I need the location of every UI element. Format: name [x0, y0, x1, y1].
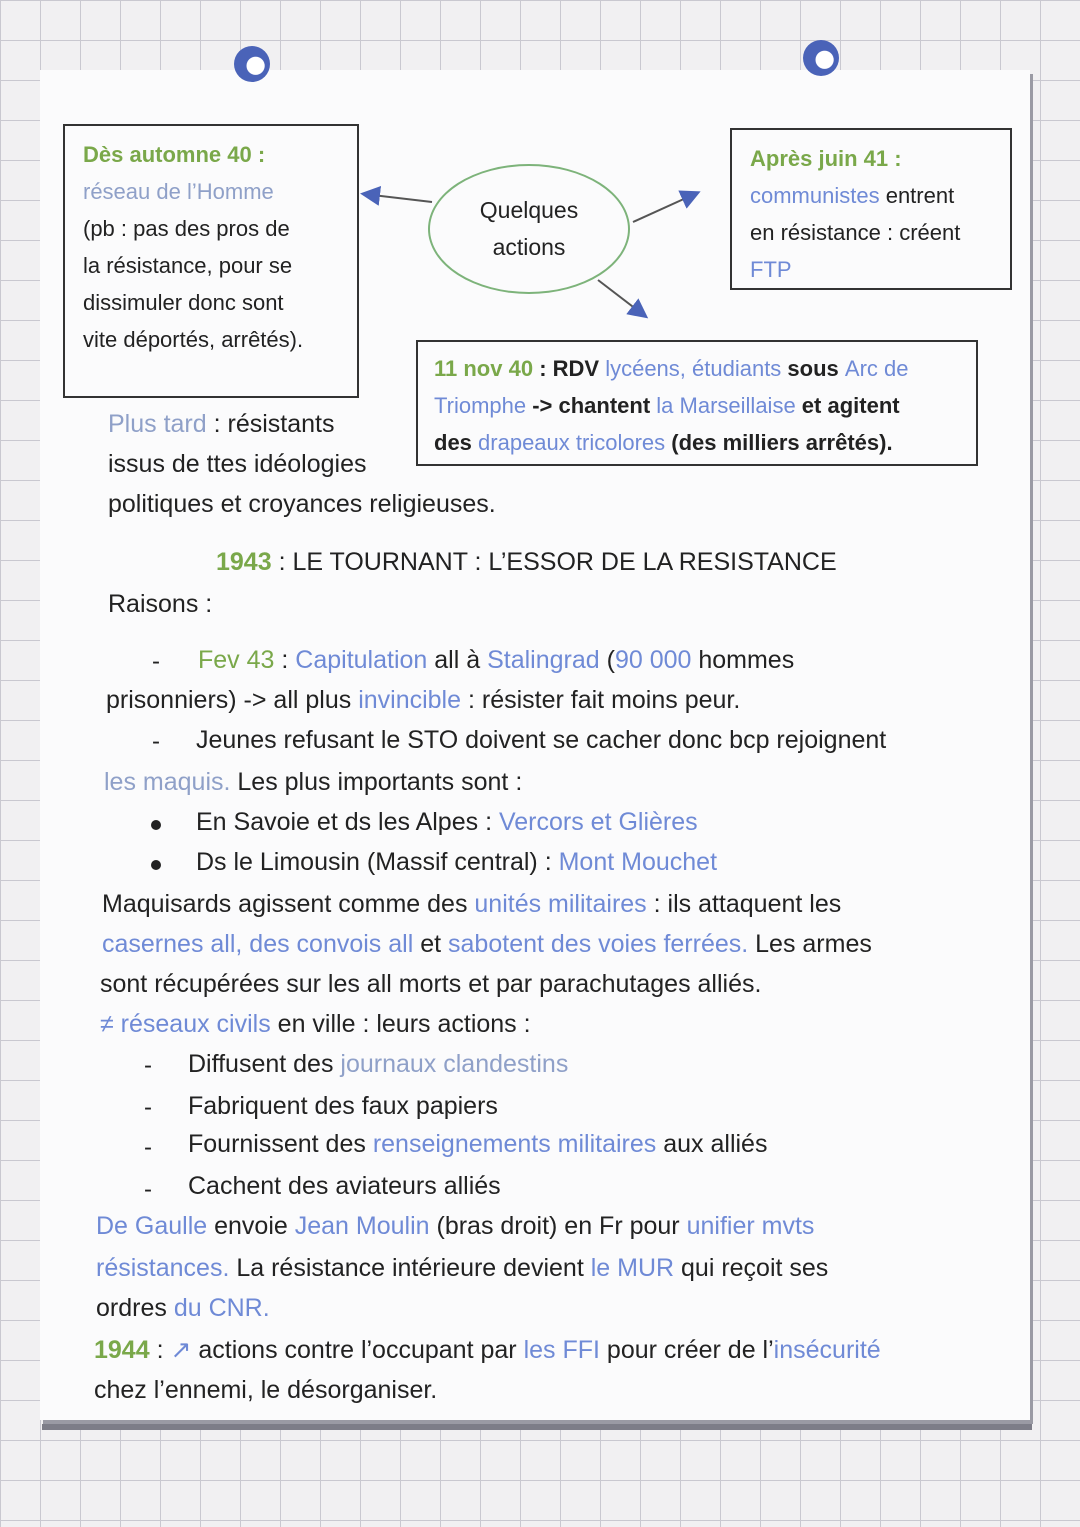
- y1944-line: [94, 1330, 881, 1370]
- gaulle-line: [96, 1206, 814, 1246]
- reason-2-line-2: [104, 762, 522, 802]
- maquis-text: Maquisards agissent comme des: [102, 890, 475, 918]
- insecurity-term: insécurité: [773, 1336, 881, 1364]
- action-term: renseignements militaires: [372, 1130, 657, 1158]
- mid-text: sous: [781, 356, 845, 381]
- cnr-term: du CNR.: [173, 1294, 270, 1322]
- maquis-para-line: [102, 884, 841, 924]
- box-right-heading: Après juin 41 :: [750, 146, 902, 171]
- maquis-para-line: sont récupérées sur les all morts et par parachutages alliés.: [100, 970, 762, 998]
- box-left-note: dissimuler donc sont: [83, 290, 284, 315]
- action-text: Diffusent des: [188, 1050, 341, 1078]
- action-text: Fournissent des: [188, 1130, 373, 1158]
- action-term: journaux clandestins: [340, 1050, 569, 1078]
- dash-marker: -: [144, 1176, 152, 1203]
- mid-text: -> chantent: [526, 393, 657, 418]
- maquis-text: Les armes: [748, 930, 872, 958]
- later-text: politiques et croyances religieuses.: [108, 490, 496, 518]
- gaulle-text: La résistance intérieure devient: [229, 1254, 591, 1282]
- r2-text: Les plus importants sont :: [230, 768, 523, 796]
- resistances-term: résistances.: [96, 1254, 230, 1282]
- arrow-to-left-box: [364, 194, 432, 202]
- center-label: Quelques: [479, 197, 579, 223]
- action-text: aux alliés: [656, 1130, 768, 1158]
- y1944-line-2: chez l’ennemi, le désorganiser.: [94, 1376, 438, 1404]
- sabotage-term: sabotent des voies ferrées.: [448, 930, 749, 958]
- increase-arrow-icon: ↗: [170, 1336, 192, 1364]
- bullet-place: Mont Mouchet: [558, 848, 718, 876]
- reason-2-line: Jeunes refusant le STO doivent se cacher donc bcp rejoignent: [196, 726, 887, 754]
- civil-networks-line: [100, 1004, 531, 1044]
- later-text: : résistants: [206, 410, 335, 438]
- r1-date: Fev 43: [198, 646, 275, 674]
- gaulle-text: qui reçoit ses: [674, 1254, 829, 1282]
- bullet-text: En Savoie et ds les Alpes :: [196, 808, 499, 836]
- bullet-place: Vercors et Glières: [498, 808, 698, 836]
- r1-text: :: [274, 646, 296, 674]
- r1-text: hommes: [691, 646, 795, 674]
- dash-marker: -: [144, 1094, 152, 1121]
- maquis-text: et: [413, 930, 449, 958]
- gaulle-text: ordres: [96, 1294, 174, 1322]
- moulin-term: Jean Moulin: [294, 1212, 430, 1240]
- mid-text: : RDV: [533, 356, 606, 381]
- communists-term: communistes: [750, 183, 880, 208]
- r1-place: Stalingrad: [487, 646, 600, 674]
- units-term: unités militaires: [474, 890, 647, 918]
- box-left-heading: Dès automne 40 :: [83, 142, 266, 167]
- bullet-item: [196, 842, 717, 882]
- gaulle-line: [96, 1288, 270, 1328]
- gaulle-line: [96, 1248, 828, 1288]
- arrow-to-mid-box: [598, 280, 645, 316]
- raisons-label: Raisons :: [108, 590, 213, 618]
- r1-text: all à: [427, 646, 488, 674]
- box-left-network: réseau de l’Homme: [83, 179, 274, 204]
- later-paragraph: [108, 404, 496, 524]
- bullet-icon: [151, 820, 161, 830]
- gaulle-text: envoie: [207, 1212, 295, 1240]
- box-juin-41: [730, 128, 1012, 290]
- bullet-text: Ds le Limousin (Massif central) :: [196, 848, 559, 876]
- arrow-to-right-box: [633, 193, 697, 222]
- box-left-note: vite déportés, arrêtés).: [83, 327, 304, 352]
- box-left-note: la résistance, pour se: [83, 253, 293, 278]
- box-right-text: en résistance : créent: [750, 220, 961, 245]
- r1-invincible: invincible: [358, 686, 462, 714]
- sheet-shadow: [42, 1424, 1032, 1430]
- ffi-term: les FFI: [523, 1336, 600, 1364]
- mid-text: et agitent: [795, 393, 900, 418]
- mid-text: des: [434, 430, 479, 455]
- box-11-nov-40: [416, 340, 978, 466]
- bullet-icon: [151, 860, 161, 870]
- year-1944: 1944: [94, 1336, 150, 1364]
- maquis-para-line: [102, 924, 872, 964]
- mid-flags: drapeaux tricolores: [478, 430, 666, 455]
- y1944-text: :: [149, 1336, 171, 1364]
- civil-text: en ville : leurs actions :: [270, 1010, 531, 1038]
- dash-marker: -: [152, 648, 160, 675]
- r1-text: prisonniers) -> all plus: [106, 686, 359, 714]
- center-label: actions: [492, 234, 566, 260]
- section-heading: : LE TOURNANT : L’ESSOR DE LA RESISTANCE: [271, 548, 837, 576]
- mur-term: le MUR: [590, 1254, 675, 1282]
- r1-text: : résister fait moins peur.: [461, 686, 741, 714]
- dash-marker: -: [144, 1052, 152, 1079]
- mid-date: 11 nov 40: [434, 356, 534, 381]
- gaulle-term: De Gaulle: [96, 1212, 208, 1240]
- dash-marker: -: [152, 728, 160, 755]
- section-title: [216, 542, 837, 582]
- later-text: issus de ttes idéologies: [108, 450, 367, 478]
- box-left-note: (pb : pas des pros de: [83, 216, 290, 241]
- mid-text: (des milliers arrêtés).: [665, 430, 893, 455]
- mid-place: Arc de: [844, 356, 909, 381]
- box-automne-40: [63, 124, 359, 398]
- later-label: Plus tard: [108, 410, 207, 438]
- mid-place: Triomphe: [434, 393, 527, 418]
- y1944-text: pour créer de l’: [599, 1336, 774, 1364]
- r1-cap: Capitulation: [295, 646, 428, 674]
- unify-term: unifier mvts: [686, 1212, 815, 1240]
- mid-who: lycéens, étudiants: [605, 356, 782, 381]
- r1-text: (: [599, 646, 615, 674]
- maquis-term: les maquis.: [104, 768, 231, 796]
- mid-song: la Marseillaise: [656, 393, 796, 418]
- maquis-text: : ils attaquent les: [646, 890, 842, 918]
- box-right-text: entrent: [879, 183, 955, 208]
- civil-term: réseaux civils: [120, 1010, 271, 1038]
- reason-1-line: [198, 640, 794, 680]
- action-item: Cachent des aviateurs alliés: [188, 1172, 501, 1200]
- targets-term: casernes all, des convois all: [102, 930, 414, 958]
- gaulle-text: (bras droit) en Fr pour: [429, 1212, 687, 1240]
- action-item: Fabriquent des faux papiers: [188, 1092, 498, 1120]
- center-bubble: [428, 164, 630, 294]
- dash-marker: -: [144, 1134, 152, 1161]
- y1944-text: actions contre l’occupant par: [191, 1336, 524, 1364]
- r1-num: 90 000: [614, 646, 692, 674]
- ftp-term: FTP: [750, 257, 792, 282]
- section-year: 1943: [216, 548, 272, 576]
- action-item: [188, 1044, 568, 1084]
- bullet-item: [196, 802, 698, 842]
- reason-1-line-2: [106, 680, 740, 720]
- action-item: [188, 1124, 767, 1164]
- not-equal-icon: ≠: [100, 1010, 121, 1038]
